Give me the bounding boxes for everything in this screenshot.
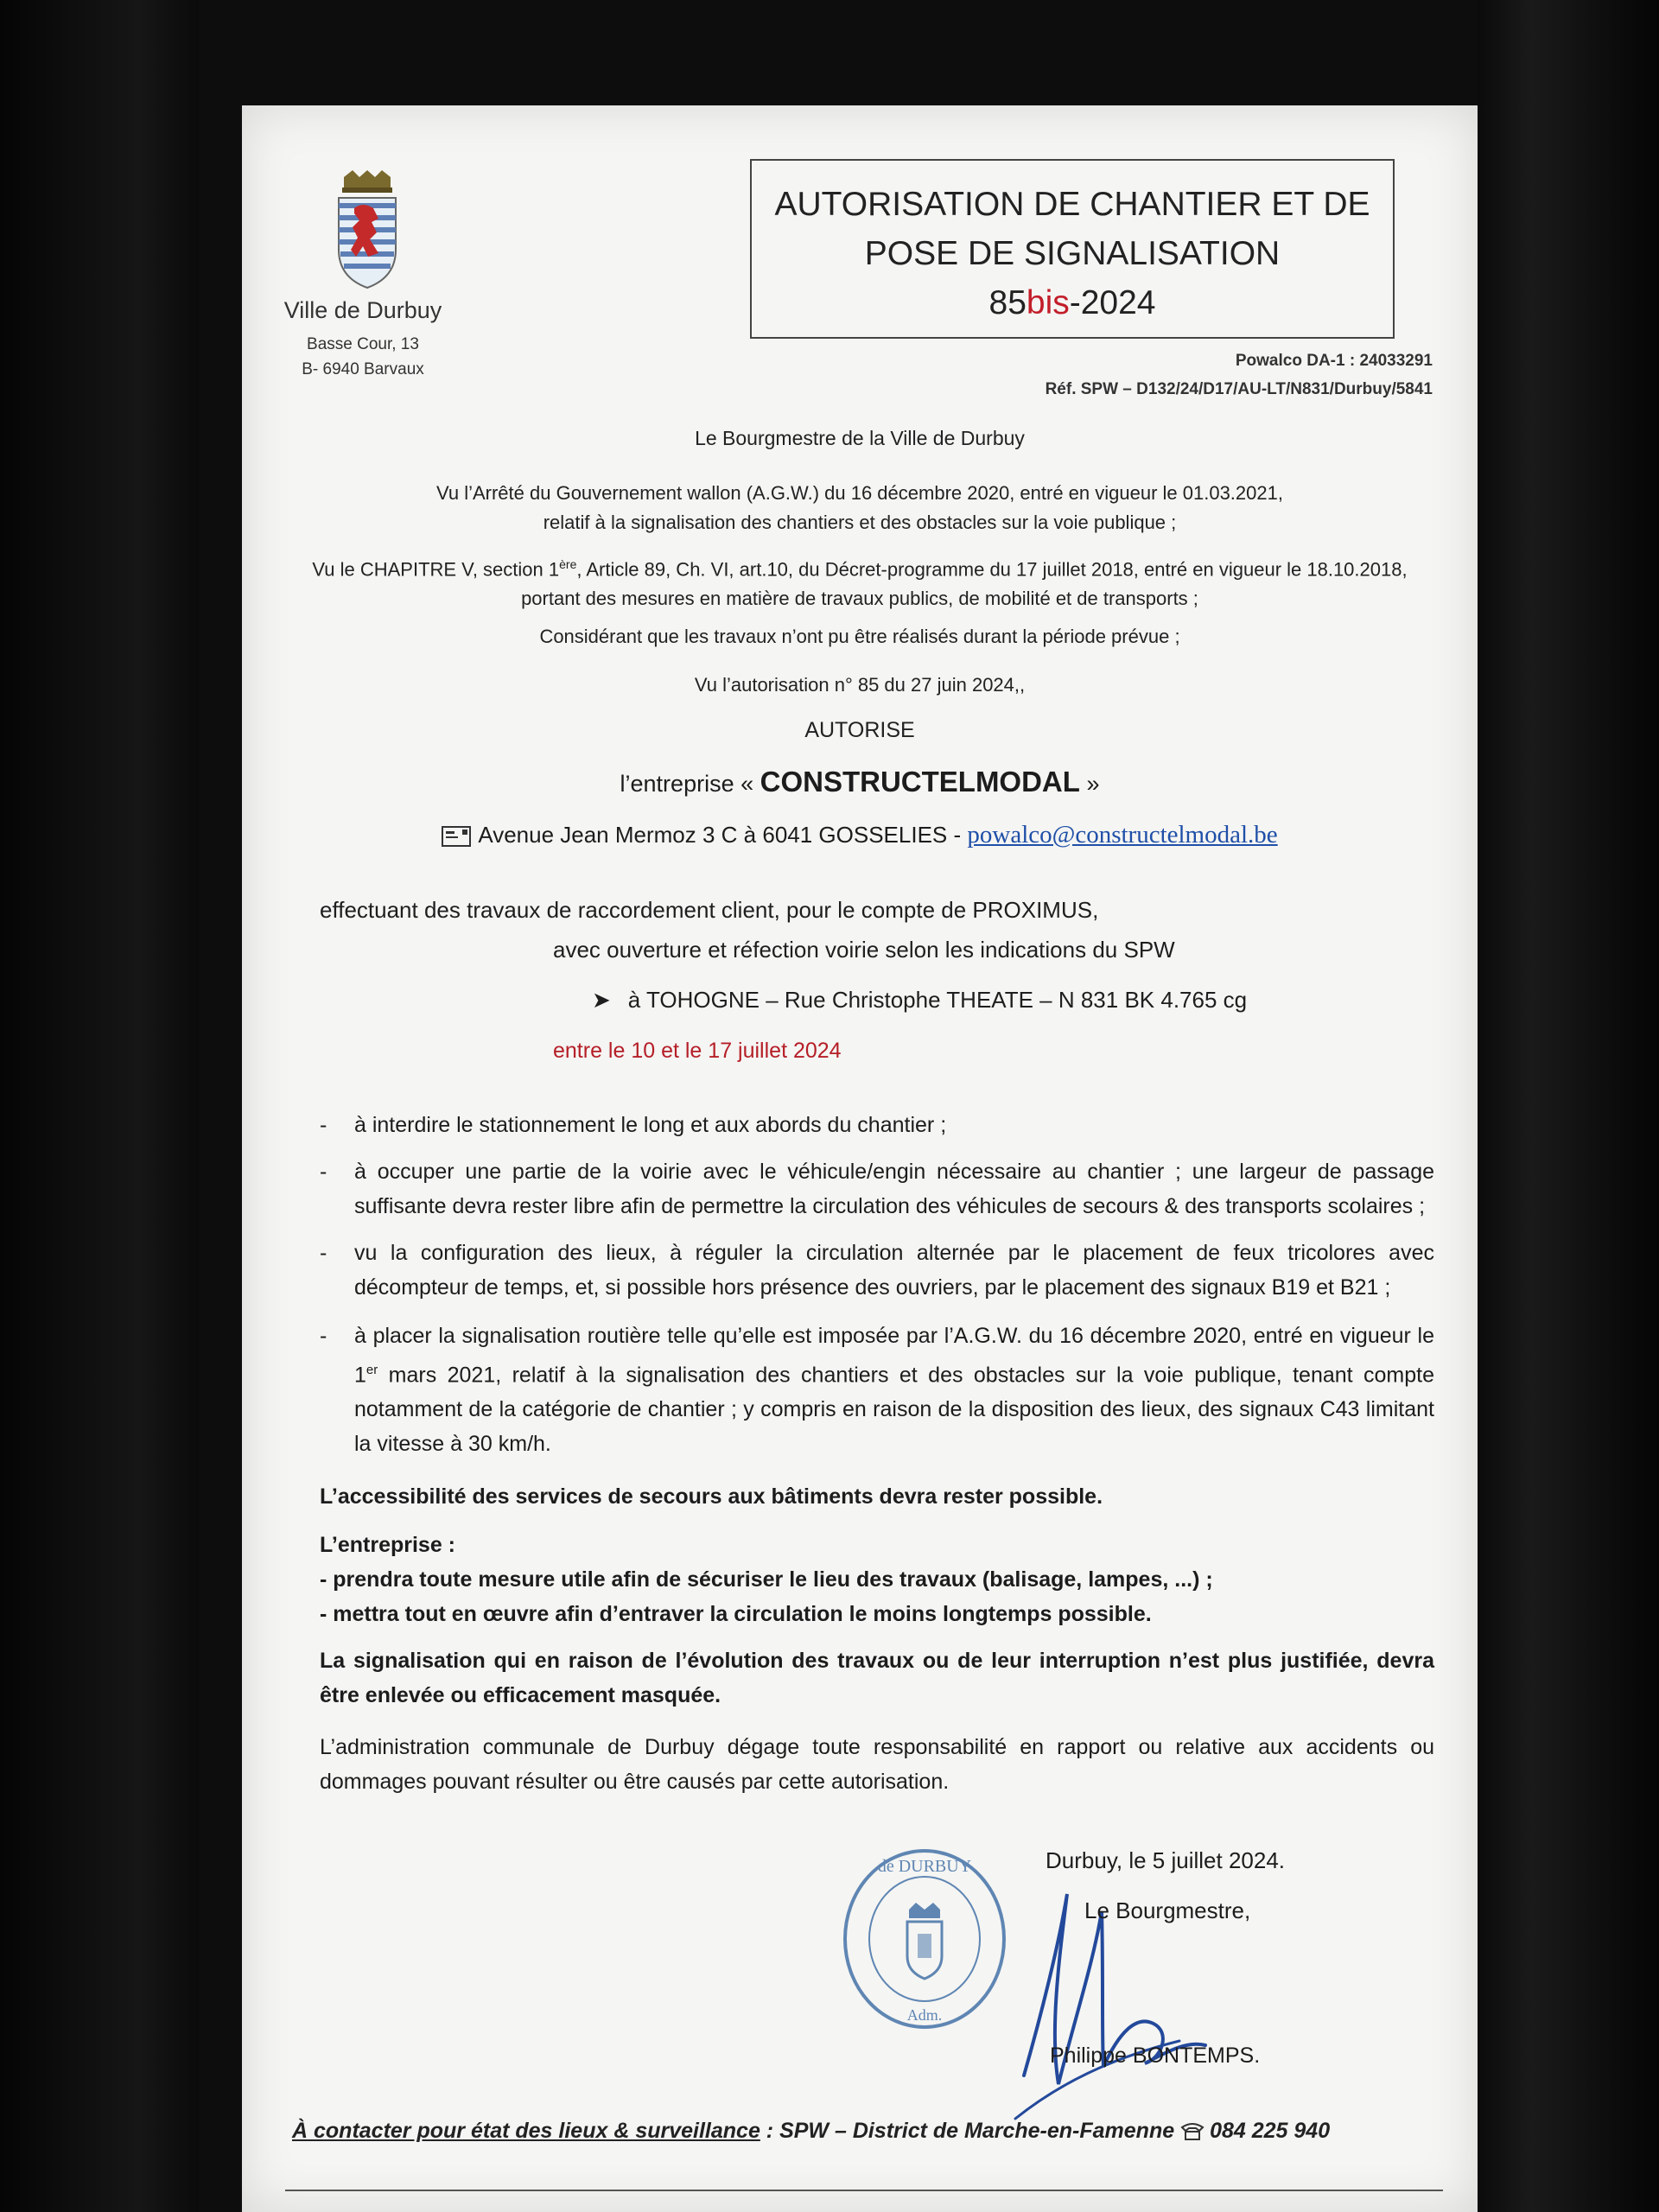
- work-description-line-2: avec ouverture et réfection voirie selon les indications du SPW: [553, 937, 1175, 963]
- condition-text-3: vu la configuration des lieux, à réguler la circulation alternée par le placement de feux tricolores avec décompteur de temps, et, si possible hors présence des ouvriers, par le placement des signaux B19 et B21 ;: [354, 1241, 1434, 1300]
- legal-basis-2-line-1: [242, 550, 1478, 584]
- company-obligations: [320, 1528, 1434, 1631]
- legal-basis-2-text-b: , Article 89, Ch. VI, art.10, du Décret-programme du 17 juillet 2018, entré en vigueur le 18.10.2018,: [576, 558, 1408, 581]
- legal-basis-2-text-a: Vu le CHAPITRE V, section 1: [312, 558, 560, 581]
- document-title-box: [750, 159, 1395, 339]
- title-number: [752, 278, 1393, 327]
- considerant: Considérant que les travaux n’ont pu être réalisés durant la période prévue ;: [539, 626, 1180, 647]
- svg-text:Adm.: Adm.: [906, 2006, 943, 2024]
- legal-basis-1: [242, 479, 1478, 537]
- contact-label: À contacter pour état des lieux & surveillance: [292, 2119, 760, 2143]
- condition-item-2: [320, 1154, 1434, 1224]
- company-obligation-1: - prendra toute mesure utile afin de sécuriser le lieu des travaux (balisage, lampes, ...) ;: [320, 1567, 1213, 1592]
- condition-text-4: [354, 1319, 1434, 1461]
- condition-item-1: [320, 1108, 1434, 1142]
- bullet-dash: -: [320, 1241, 327, 1265]
- condition-item-4: [320, 1319, 1434, 1461]
- company-address: Avenue Jean Mermoz 3 C à 6041 GOSSELIES -: [478, 822, 968, 848]
- powalco-reference: Powalco DA-1 : 24033291: [1235, 352, 1433, 370]
- prior-authorization: Vu l’autorisation n° 85 du 27 juin 2024,,: [694, 674, 1026, 696]
- accessibility-note: L’accessibilité des services de secours aux bâtiments devra rester possible.: [320, 1484, 1103, 1509]
- device-frame-right: [1478, 0, 1659, 2212]
- signature-block: [1046, 1835, 1374, 2081]
- legal-basis-2-line-2: portant des mesures en matière de travaux publics, de mobilité et de transports ;: [521, 588, 1198, 610]
- company-name: CONSTRUCTELMODAL: [760, 766, 1080, 798]
- company-obligation-2: - mettra tout en œuvre afin d’entraver la circulation le moins longtemps possible.: [320, 1602, 1152, 1626]
- title-number-main: 85: [988, 284, 1027, 321]
- legal-basis-1-line-1: Vu l’Arrêté du Gouvernement wallon (A.G.W.) du 16 décembre 2020, entré en vigueur le 01.03.2021,: [436, 482, 1283, 504]
- address-line-2: B- 6940 Barvaux: [302, 360, 424, 378]
- work-location: [592, 987, 1247, 1014]
- condition-text-2: à occuper une partie de la voirie avec le véhicule/engin nécessaire au chantier ; une largeur de passage suffisante devra rester libre afin de permettre la circulation des véhicules de secours & des transports scolaires ;: [354, 1160, 1434, 1218]
- condition-text-1: à interdire le stationnement le long et aux abords du chantier ;: [354, 1113, 947, 1137]
- work-dates: entre le 10 et le 17 juillet 2024: [553, 1039, 842, 1063]
- city-address: [276, 332, 449, 382]
- bullet-dash: -: [320, 1113, 327, 1137]
- city-name: Ville de Durbuy: [283, 297, 442, 323]
- company-prefix: l’entreprise «: [620, 771, 760, 797]
- bullet-dash: -: [320, 1160, 327, 1184]
- title-year: -2024: [1069, 284, 1156, 321]
- address-line-1: Basse Cour, 13: [307, 335, 419, 353]
- svg-text:de DURBUY: de DURBUY: [877, 1857, 972, 1876]
- signature-place-date: Durbuy, le 5 juillet 2024.: [1046, 1847, 1286, 1873]
- work-location-text: à TOHOGNE – Rue Christophe THEATE – N 831 BK 4.765 cg: [627, 987, 1248, 1013]
- contact-details: : SPW – District de Marche-en-Famenne: [760, 2119, 1181, 2143]
- legal-basis-2: [242, 550, 1478, 613]
- footer-divider: [285, 2190, 1443, 2191]
- work-description-line-1: effectuant des travaux de raccordement client, pour le compte de PROXIMUS,: [320, 897, 1099, 923]
- company-email-link[interactable]: powalco@constructelmodal.be: [967, 821, 1278, 849]
- spw-reference: Réf. SPW – D132/24/D17/AU-LT/N831/Durbuy/5841: [1045, 380, 1433, 398]
- title-line-1: AUTORISATION DE CHANTIER ET DE: [774, 186, 1370, 223]
- mail-icon: [442, 826, 471, 847]
- condition-4-part-2: mars 2021, relatif à la signalisation des chantiers et des obstacles sur la voie publique, tenant compte notamment de la catégorie de chantier ; y compris en raison de la disposition des lieux, des signaux C43 limitant la vitesse à 30 km/h.: [354, 1363, 1434, 1457]
- company-suffix: »: [1079, 771, 1100, 797]
- liability-note: L’administration communale de Durbuy dégage toute responsabilité en rapport ou relative aux accidents ou dommages pouvant résulter ou être causés par cette autorisation.: [320, 1735, 1434, 1794]
- signature-role: Le Bourgmestre,: [1084, 1897, 1251, 1923]
- company-obligations-heading: L’entreprise :: [320, 1533, 455, 1557]
- contact-phone[interactable]: 084 225 940: [1210, 2119, 1331, 2143]
- legal-basis-1-line-2: relatif à la signalisation des chantiers et des obstacles sur la voie publique ;: [543, 512, 1177, 533]
- arrow-bullet-icon: ➤: [592, 987, 611, 1013]
- condition-4-part-1: à placer la signalisation routière telle qu’elle est imposée par l’A.G.W. du 16 décembre 2020, entré en vigueur le 1: [354, 1324, 1434, 1388]
- mayor-heading: Le Bourgmestre de la Ville de Durbuy: [695, 427, 1025, 449]
- signalisation-note: La signalisation qui en raison de l’évolution des travaux ou de leur interruption n’est plus justifiée, devra être enlevée ou efficacement masquée.: [320, 1649, 1434, 1707]
- company-line: [242, 766, 1478, 798]
- contact-footer: [292, 2119, 1441, 2144]
- signature-name: Philippe BONTEMPS.: [1050, 2044, 1261, 2068]
- device-frame-left: [0, 0, 199, 2212]
- municipal-seal-stamp: [838, 1842, 1011, 2032]
- condition-4-superscript: er: [365, 1363, 378, 1377]
- title-number-suffix: bis: [1026, 284, 1070, 321]
- condition-item-3: [320, 1236, 1434, 1305]
- legal-basis-2-superscript: ère: [559, 557, 577, 571]
- title-line-2: POSE DE SIGNALISATION: [864, 235, 1281, 272]
- authorise-heading: AUTORISE: [804, 718, 915, 742]
- company-address-line: [242, 821, 1478, 849]
- city-crest-logo: [328, 170, 406, 291]
- document-page: [242, 105, 1478, 2212]
- bullet-dash: -: [320, 1324, 327, 1348]
- phone-icon: [1180, 2122, 1205, 2141]
